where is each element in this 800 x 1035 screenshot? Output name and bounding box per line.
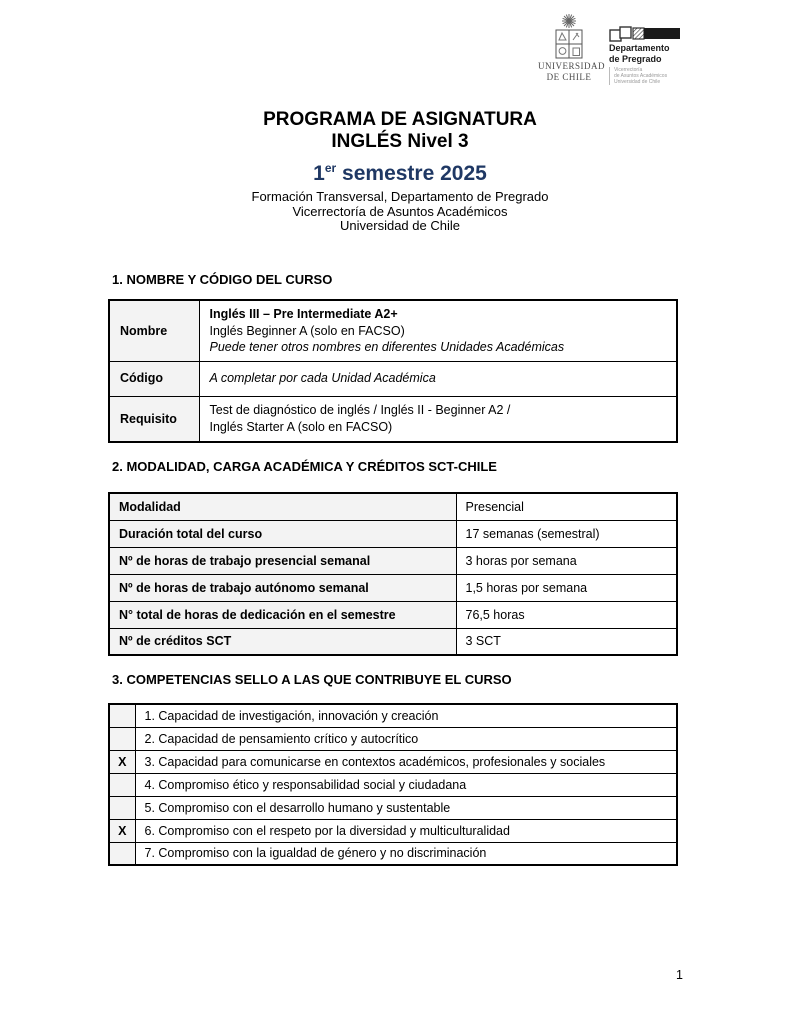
document-title-line1: PROGRAMA DE ASIGNATURA	[263, 109, 537, 130]
table-row	[109, 361, 677, 396]
title-subline-3: Universidad de Chile	[340, 218, 460, 233]
nombre-line3: Puede tener otros nombres en diferentes Unidades Académicas	[209, 340, 565, 354]
competency-5-text: 5. Compromiso con el desarrollo humano y sustentable	[135, 796, 677, 819]
sct-credits-value: 3 SCT	[456, 628, 677, 655]
section3-heading: 3. COMPETENCIAS SELLO A LAS QUE CONTRIBUYE EL CURSO	[112, 672, 512, 687]
pregrado-logo	[609, 26, 699, 85]
pregrado-logo-sub-line2: de Asuntos Académicos	[614, 73, 668, 79]
requisito-line1: Test de diagnóstico de inglés / Inglés II - Beginner A2 /	[209, 403, 511, 418]
semester-rest: semestre 2025	[336, 162, 487, 185]
total-hours-label: N° total de horas de dedicación en el semestre	[109, 601, 456, 628]
modality-value: Presencial	[456, 493, 677, 520]
table-row	[109, 773, 677, 796]
pregrado-logo-title-line2: de Pregrado	[609, 54, 662, 64]
pregrado-logo-subtext	[609, 67, 699, 85]
autonomous-hours-label: Nº de horas de trabajo autónomo semanal	[109, 574, 456, 601]
competency-4-mark	[109, 773, 135, 796]
competency-6-text: 6. Compromiso con el respeto por la diversidad y multiculturalidad	[135, 819, 677, 842]
section2-heading: 2. MODALIDAD, CARGA ACADÉMICA Y CRÉDITOS SCT-CHILE	[112, 459, 497, 474]
table-row	[109, 396, 677, 442]
competency-4-text: 4. Compromiso ético y responsabilidad social y ciudadana	[135, 773, 677, 796]
competency-5-mark	[109, 796, 135, 819]
title-block	[0, 109, 800, 234]
table-row	[109, 842, 677, 865]
pregrado-logo-sub-line3: Universidad de Chile	[614, 79, 661, 85]
duration-value: 17 semanas (semestral)	[456, 520, 677, 547]
competency-7-text: 7. Compromiso con la igualdad de género y no discriminación	[135, 842, 677, 865]
document-title-line2: INGLÉS Nivel 3	[331, 131, 469, 152]
duration-label: Duración total del curso	[109, 520, 456, 547]
nombre-value-cell	[199, 300, 677, 361]
competency-1-text: 1. Capacidad de investigación, innovación y creación	[135, 704, 677, 727]
uchile-logo	[538, 13, 605, 82]
table-row	[109, 601, 677, 628]
semester-number: 1	[313, 162, 325, 185]
uchile-crest-icon	[543, 13, 595, 61]
uchile-logo-text-line2: DE CHILE	[546, 71, 592, 82]
title-subline-1: Formación Transversal, Departamento de Pregrado	[251, 189, 549, 204]
total-hours-value: 76,5 horas	[456, 601, 677, 628]
table-row	[109, 493, 677, 520]
table-row	[109, 547, 677, 574]
title-subline-2: Vicerrectoría de Asuntos Académicos	[292, 203, 508, 219]
table-row	[109, 750, 677, 773]
requisito-label-cell: Requisito	[109, 396, 199, 442]
requisito-value-cell	[199, 396, 677, 442]
table-row	[109, 628, 677, 655]
codigo-value-cell: A completar por cada Unidad Académica	[199, 361, 677, 396]
uchile-logo-text-line1: UNIVERSIDAD	[538, 61, 605, 71]
semester-ordinal-suffix: er	[324, 161, 337, 175]
pregrado-squares-icon	[609, 26, 687, 42]
pregrado-logo-sub-line1: Vicerrectoría	[614, 67, 643, 73]
table-row	[109, 796, 677, 819]
requisito-line2: Inglés Starter A (solo en FACSO)	[209, 419, 393, 434]
nombre-line2: Inglés Beginner A (solo en FACSO)	[209, 323, 405, 338]
competency-6-mark: X	[109, 819, 135, 842]
table-row	[109, 574, 677, 601]
modality-credits-table	[108, 492, 678, 656]
competencies-table	[108, 703, 678, 866]
semester-title	[0, 155, 800, 187]
nombre-line1: Inglés III – Pre Intermediate A2+	[209, 307, 398, 321]
nombre-label-cell: Nombre	[109, 300, 199, 361]
presential-hours-label: Nº de horas de trabajo presencial semanal	[109, 547, 456, 574]
course-name-code-table	[108, 299, 678, 443]
table-row	[109, 300, 677, 361]
codigo-label-cell: Código	[109, 361, 199, 396]
table-row	[109, 819, 677, 842]
section1-heading: 1. NOMBRE Y CÓDIGO DEL CURSO	[112, 272, 333, 287]
table-row	[109, 520, 677, 547]
competency-3-mark: X	[109, 750, 135, 773]
competency-2-text: 2. Capacidad de pensamiento crítico y autocrítico	[135, 727, 677, 750]
table-row	[109, 704, 677, 727]
pregrado-logo-title-line1: Departamento	[609, 43, 670, 53]
table-row	[109, 727, 677, 750]
sct-credits-label: Nº de créditos SCT	[109, 628, 456, 655]
page-number: 1	[676, 968, 683, 982]
presential-hours-value: 3 horas por semana	[456, 547, 677, 574]
competency-7-mark	[109, 842, 135, 865]
competency-1-mark	[109, 704, 135, 727]
modality-label: Modalidad	[109, 493, 456, 520]
competency-2-mark	[109, 727, 135, 750]
autonomous-hours-value: 1,5 horas por semana	[456, 574, 677, 601]
competency-3-text: 3. Capacidad para comunicarse en contextos académicos, profesionales y sociales	[135, 750, 677, 773]
